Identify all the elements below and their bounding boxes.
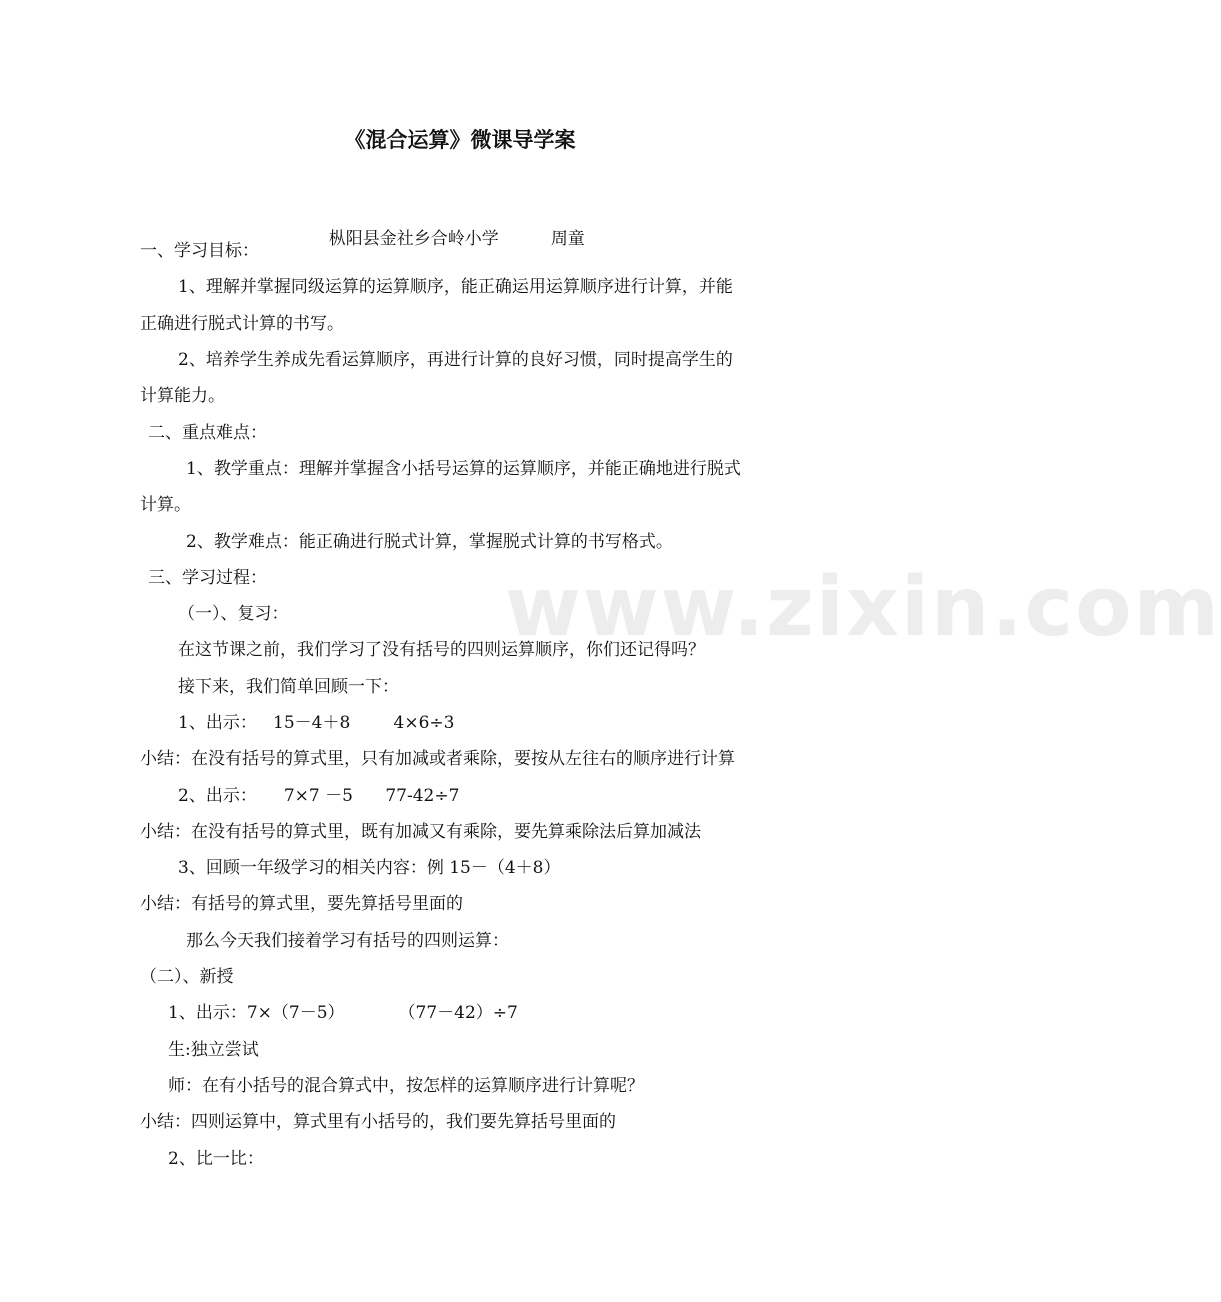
section-heading-key-points: 二、重点难点： xyxy=(148,423,267,443)
summary-3: 小结：有括号的算式里，要先算括号里面的 xyxy=(140,894,463,914)
summary-2: 小结：在没有括号的算式里，既有加减又有乘除，要先算乘除法后算加减法 xyxy=(140,822,701,842)
author-name: 周童 xyxy=(550,229,585,249)
watermark: www.zixin.com xyxy=(505,560,1221,655)
summary-1: 小结：在没有括号的算式里，只有加减或者乘除，要按从左往右的顺序进行计算 xyxy=(140,749,735,769)
review-text-1: 在这节课之前，我们学习了没有括号的四则运算顺序，你们还记得吗？ xyxy=(178,640,705,660)
compare-heading: 2、比一比： xyxy=(168,1149,264,1169)
review-example-2: 2、出示： 7×7 －5 77-42÷7 xyxy=(178,786,460,806)
summary-4: 小结：四则运算中，算式里有小括号的，我们要先算括号里面的 xyxy=(140,1112,616,1132)
review-example-1: 1、出示： 15－4＋8 4×6÷3 xyxy=(178,713,455,733)
objective-1-cont: 正确进行脱式计算的书写。 xyxy=(140,314,344,334)
section-heading-objectives: 一、学习目标： xyxy=(140,241,259,261)
key-point-1: 1、教学重点：理解并掌握含小括号运算的运算顺序，并能正确地进行脱式 xyxy=(186,459,741,479)
review-text-2: 接下来，我们简单回顾一下： xyxy=(178,677,399,697)
subsection-new-lesson: （二）、新授 xyxy=(140,967,234,987)
page-title: 《混合运算》微课导学案 xyxy=(344,128,576,152)
student-attempt: 生:独立尝试 xyxy=(168,1040,259,1060)
subsection-review: （一）、复习： xyxy=(178,604,289,624)
transition-text: 那么今天我们接着学习有括号的四则运算： xyxy=(186,931,509,951)
key-point-2: 2、教学难点：能正确进行脱式计算，掌握脱式计算的书写格式。 xyxy=(186,532,673,552)
review-example-3: 3、回顾一年级学习的相关内容：例 15－（4＋8） xyxy=(178,858,561,878)
section-heading-process: 三、学习过程： xyxy=(148,568,267,588)
key-point-1-cont: 计算。 xyxy=(140,495,191,515)
new-example-1: 1、出示：7×（7－5） （77－42）÷7 xyxy=(168,1003,518,1023)
objective-2: 2、培养学生养成先看运算顺序，再进行计算的良好习惯，同时提高学生的 xyxy=(178,350,733,370)
author-school: 枞阳县金社乡合岭小学 xyxy=(328,229,499,249)
teacher-question: 师：在有小括号的混合算式中，按怎样的运算顺序进行计算呢？ xyxy=(168,1076,644,1096)
objective-1: 1、理解并掌握同级运算的运算顺序，能正确运用运算顺序进行计算，并能 xyxy=(178,277,733,297)
author-line xyxy=(318,204,585,249)
objective-2-cont: 计算能力。 xyxy=(140,386,225,406)
